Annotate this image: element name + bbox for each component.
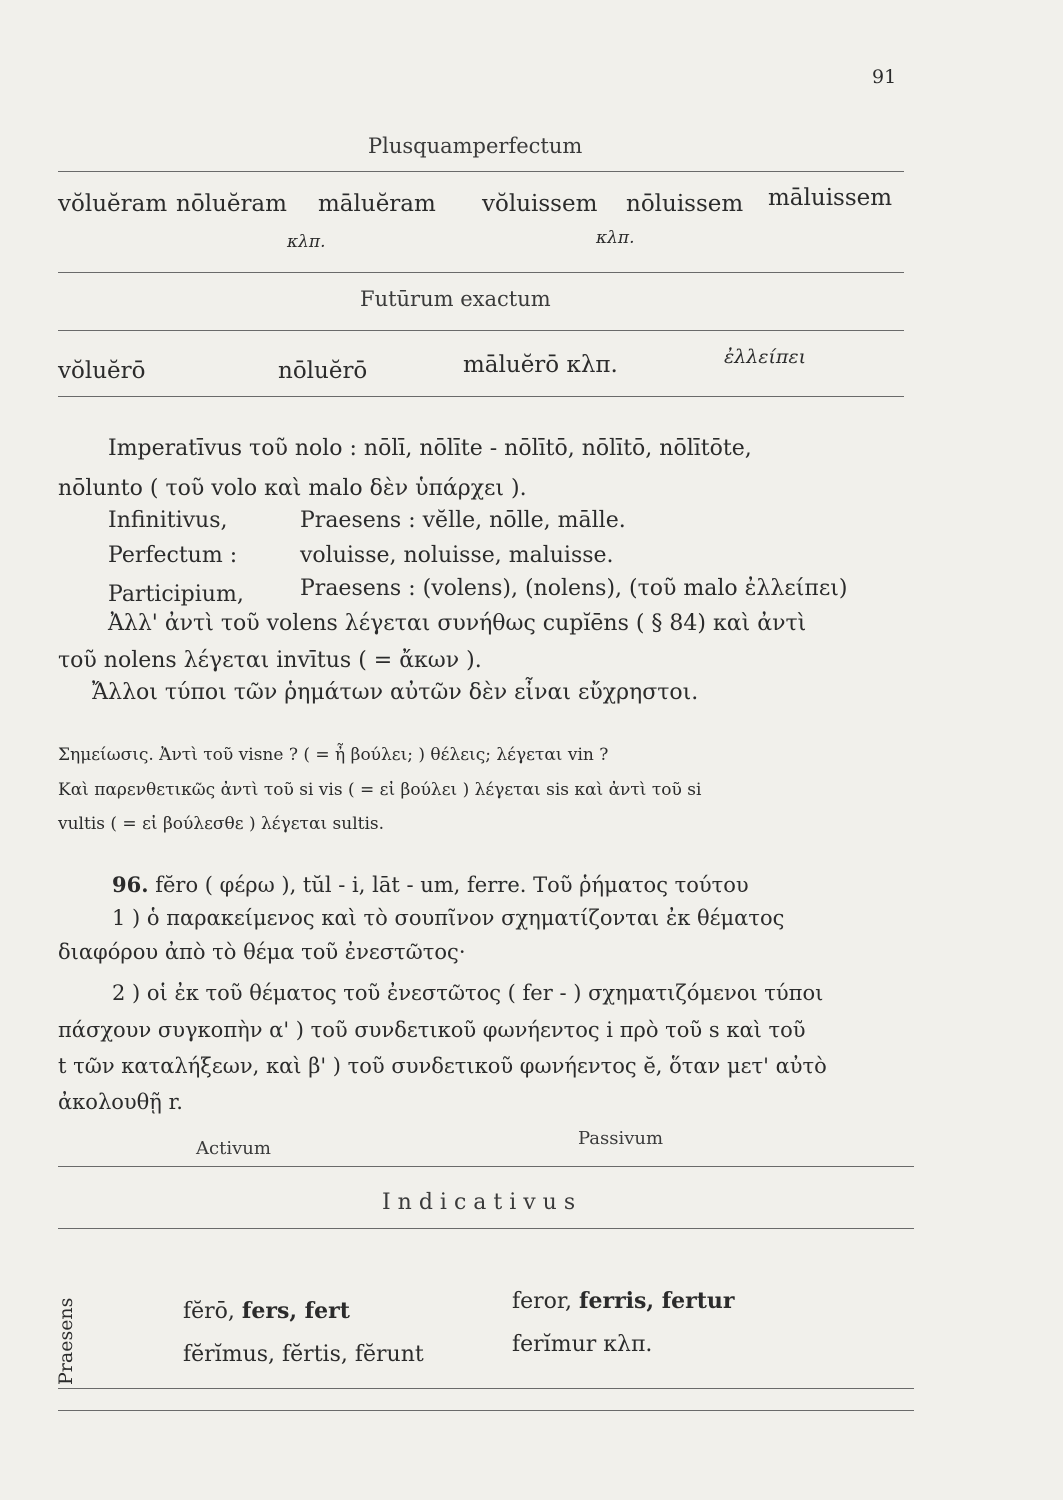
ellipei-note: ἐλλείπει [724,346,807,368]
form-maluissem: māluissem [768,185,893,211]
imperativus-line-2: nōlunto ( τοῦ volo καὶ malo δὲν ὑπάρχει ). [58,476,527,501]
divider [58,1388,914,1389]
form-malero: māluĕrō κλπ. [463,352,618,378]
infinitivus-label: Infinitivus, [108,508,228,533]
note-line-1: Σημείωσις. Ἀντὶ τοῦ visne ? ( = ἦ βούλει; ) θέλεις; λέγεται vin ? [58,745,609,765]
divider [58,330,904,331]
klp-abbrev: κλπ. [287,232,326,252]
form-nolero: nōluĕrō [278,358,368,384]
all-line-2: τοῦ nolens λέγεται invītus ( = ἄκων ). [58,648,482,673]
activum-header: Activum [196,1138,271,1159]
alloi-line: Ἄλλοι τύποι τῶν ῥημάτων αὐτῶν δὲν εἶναι εὔχρηστοι. [92,680,699,705]
section-96-line-3: διαφόρου ἀπὸ τὸ θέμα τοῦ ἐνεστῶτος· [58,940,466,964]
form-voluissem: vŏluissem [482,191,598,217]
divider [58,171,904,172]
section-96-line-4: 2 ) οἱ ἐκ τοῦ θέματος τοῦ ἐνεστῶτος ( fer - ) σχηματιζόμενοι τύποι [112,981,824,1005]
divider [58,1410,914,1411]
divider [58,396,904,397]
activum-row-2: fĕrĭmus, fĕrtis, fĕrunt [183,1342,424,1367]
participium-label: Participium, [108,582,244,607]
form-voluceram: vŏluĕram [58,191,168,217]
passivum-row-1 [512,1288,735,1314]
passivum-header: Passivum [578,1128,664,1149]
section-number: 96. [112,872,149,897]
klp-abbrev: κλπ. [596,228,635,248]
form-noluissem: nōluissem [626,191,744,217]
note-line-3: vultis ( = εἰ βούλεσθε ) λέγεται sultis. [58,814,385,834]
form-noluceram: nōluĕram [176,191,287,217]
praesens-label: Praesens [55,1297,77,1385]
form-voluero: vŏluĕrō [58,358,146,384]
perfectum-text: voluisse, noluisse, maluisse. [300,543,614,568]
infinitivus-text: Praesens : vĕlle, nōlle, mālle. [300,508,626,533]
imperativus-line-1: Imperatīvus τοῦ nolo : nōlī, nōlīte - nōlītō, nōlītō, nōlītōte, [108,436,752,461]
divider [58,272,904,273]
section-96-line-7: ἀκολουθῇ r. [58,1090,183,1114]
page-number: 91 [872,66,897,88]
passivum-row-1-bold: ferris, fertur [579,1288,735,1314]
passivum-row-1-plain: feror, [512,1289,580,1314]
section-96-line-5: πάσχουν συγκοπὴν α' ) τοῦ συνδετικοῦ φωνήεντος i πρὸ τοῦ s καὶ τοῦ [58,1018,806,1042]
form-maluceram: māluĕram [318,191,436,217]
indicativus-heading: I n d i c a t i v u s [382,1190,576,1215]
passivum-row-2: ferĭmur κλπ. [512,1332,653,1357]
participium-text: Praesens : (volens), (nolens), (τοῦ malo ἐλλείπει) [300,576,848,601]
all-line-1: Ἀλλ' ἀντὶ τοῦ volens λέγεται συνήθως cupĭēns ( § 84) καὶ ἀντὶ [108,611,807,636]
activum-row-1 [183,1298,350,1324]
activum-row-1-bold: fers, fert [241,1298,350,1324]
divider [58,1166,914,1167]
perfectum-label: Perfectum : [108,543,238,568]
section-96-line-2: 1 ) ὁ παρακείμενος καὶ τὸ σουπῖνον σχηματίζονται ἐκ θέματος [112,906,785,930]
section-96-line-1-text: fĕro ( φέρω ), tŭl - i, lāt - um, ferre. Τοῦ ῥήματος τούτου [155,873,749,897]
section-96-line-1 [112,872,749,897]
plusquamperfectum-heading: Plusquamperfectum [368,134,583,158]
futurum-exactum-heading: Futūrum exactum [360,287,551,311]
section-96-line-6: t τῶν καταλήξεων, καὶ β' ) τοῦ συνδετικοῦ φωνήεντος ĕ, ὅταν μετ' αὐτὸ [58,1054,827,1078]
divider [58,1228,914,1229]
activum-row-1-plain: fĕrō, [183,1299,242,1324]
note-line-2: Καὶ παρενθετικῶς ἀντὶ τοῦ si vis ( = εἰ βούλει ) λέγεται sis καὶ ἀντὶ τοῦ si [58,780,702,800]
